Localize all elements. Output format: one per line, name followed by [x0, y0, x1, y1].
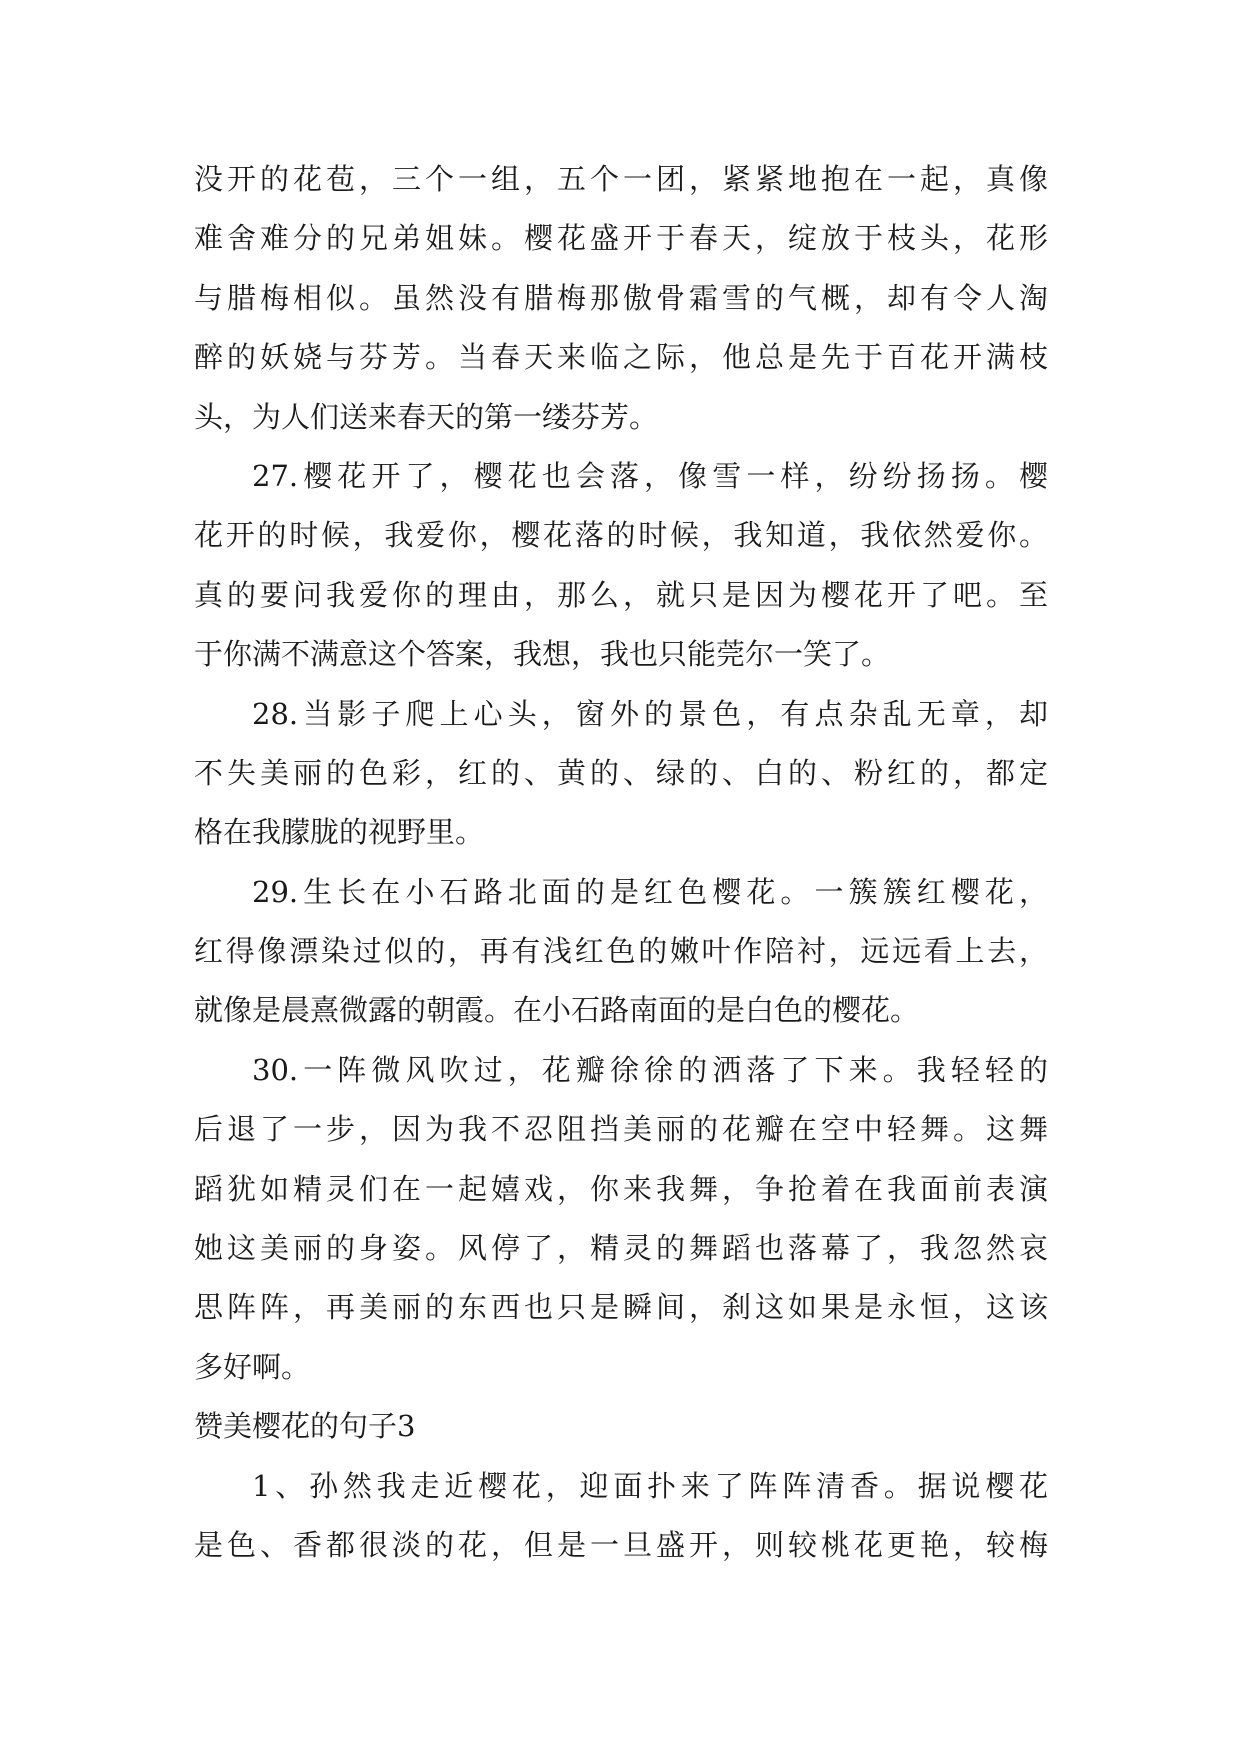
text-line: 头，为人们送来春天的第一缕芬芳。 — [194, 399, 659, 434]
text-line: 红得像漂染过似的，再有浅红色的嫩叶作陪衬，远远看上去， — [194, 934, 1048, 969]
text-line: 多好啊。 — [194, 1349, 311, 1384]
text-line: 就像是晨熹微露的朝霞。在小石路南面的是白色的樱花。 — [194, 993, 920, 1028]
text-line: 花开的时候，我爱你，樱花落的时候，我知道，我依然爱你。 — [194, 518, 1048, 553]
text-line: 蹈犹如精灵们在一起嬉戏，你来我舞，争抢着在我面前表演 — [194, 1171, 1048, 1206]
text-line: 格在我朦胧的视野里。 — [194, 815, 485, 850]
text-line: 醉的妖娆与芬芳。当春天来临之际，他总是先于百花开满枝 — [194, 340, 1048, 375]
paragraph — [194, 447, 1048, 685]
paragraph — [194, 1457, 1048, 1576]
text-line: 真的要问我爱你的理由，那么，就只是因为樱花开了吧。至 — [194, 577, 1048, 612]
paragraph — [194, 863, 1048, 1041]
text-line: 27.樱花开了，樱花也会落，像雪一样，纷纷扬扬。樱 — [252, 458, 1048, 493]
text-line: 30.一阵微风吹过，花瓣徐徐的洒落了下来。我轻轻的 — [252, 1052, 1048, 1087]
document-page — [194, 150, 1048, 1575]
paragraph — [194, 685, 1048, 863]
text-line: 没开的花苞，三个一组，五个一团，紧紧地抱在一起，真像 — [194, 162, 1048, 196]
text-line: 1、孙然我走近樱花，迎面扑来了阵阵清香。据说樱花 — [252, 1468, 1048, 1503]
text-line: 28.当影子爬上心头，窗外的景色，有点杂乱无章，却 — [252, 696, 1048, 731]
text-line: 于你满不满意这个答案，我想，我也只能莞尔一笑了。 — [194, 637, 891, 672]
text-line: 她这美丽的身姿。风停了，精灵的舞蹈也落幕了，我忽然哀 — [194, 1231, 1048, 1266]
paragraph — [194, 150, 1048, 447]
text-line: 与腊梅相似。虽然没有腊梅那傲骨霜雪的气概，却有令人淘 — [194, 280, 1048, 315]
text-line: 29.生长在小石路北面的是红色樱花。一簇簇红樱花， — [252, 874, 1048, 909]
section-heading: 赞美樱花的句子3 — [194, 1409, 416, 1444]
text-line: 思阵阵，再美丽的东西也只是瞬间，刹这如果是永恒，这该 — [194, 1290, 1048, 1325]
paragraph — [194, 1041, 1048, 1397]
text-line: 是色、香都很淡的花，但是一旦盛开，则较桃花更艳，较梅 — [194, 1527, 1048, 1562]
text-line: 不失美丽的色彩，红的、黄的、绿的、白的、粉红的，都定 — [194, 755, 1048, 790]
text-line: 难舍难分的兄弟姐妹。樱花盛开于春天，绽放于枝头，花形 — [194, 221, 1048, 256]
text-line: 后退了一步，因为我不忍阻挡美丽的花瓣在空中轻舞。这舞 — [194, 1112, 1048, 1147]
